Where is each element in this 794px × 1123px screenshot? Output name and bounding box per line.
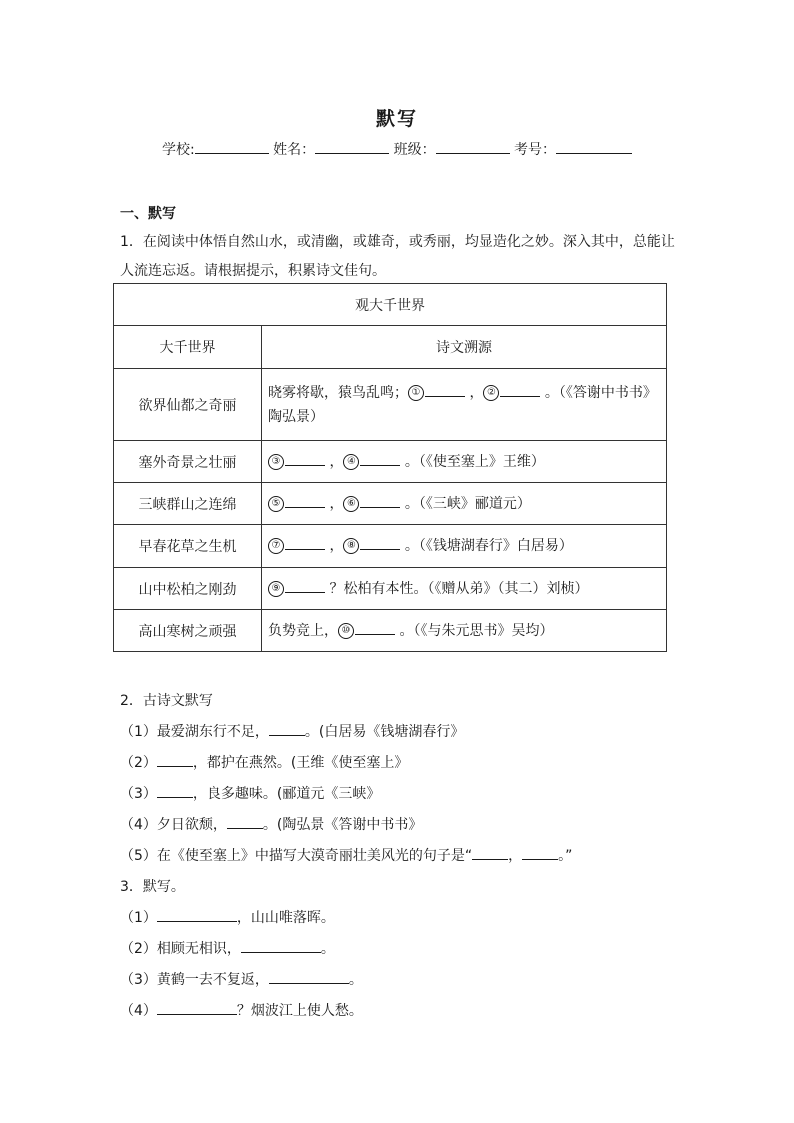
table-row bbox=[114, 568, 667, 610]
blank-number: ⑨ bbox=[268, 581, 284, 597]
question-item: （3）黄鹤一去不复返， 。 bbox=[120, 972, 363, 988]
row-content: ⑨ ？松柏有本性。（《赠从弟》（其二）刘桢） bbox=[262, 568, 667, 610]
class-label: 班级： bbox=[393, 142, 436, 158]
answer-blank[interactable] bbox=[355, 622, 395, 635]
question-item: （3） ，良多趣味。(郦道元《三峡》 bbox=[120, 786, 381, 802]
question-item: （2）相顾无相识， 。 bbox=[120, 941, 335, 957]
answer-blank[interactable] bbox=[157, 1002, 237, 1015]
student-info-row bbox=[0, 139, 794, 159]
page-title: 默写 bbox=[375, 108, 418, 130]
question-item: （1） ，山山唯落晖。 bbox=[120, 910, 335, 926]
answer-blank[interactable] bbox=[157, 754, 193, 767]
exam-number-field[interactable] bbox=[556, 141, 632, 154]
answer-blank[interactable] bbox=[269, 723, 305, 736]
blank-number: ⑥ bbox=[343, 496, 359, 512]
table-row bbox=[114, 369, 667, 441]
name-field[interactable] bbox=[315, 141, 389, 154]
question-item: （5）在《使至塞上》中描写大漠奇丽壮美风光的句子是“ ， 。” bbox=[120, 848, 573, 864]
row-content: 负势竞上， ⑩ 。（《与朱元思书》吴均） bbox=[262, 610, 667, 652]
row-content: ⑤ ， ⑥ 。（《三峡》郦道元） bbox=[262, 483, 667, 525]
blank-number: ④ bbox=[343, 454, 359, 470]
row-content: ③ ， ④ 。（《使至塞上》王维） bbox=[262, 441, 667, 483]
row-label: 塞外奇景之壮丽 bbox=[114, 441, 262, 483]
answer-blank[interactable] bbox=[285, 537, 325, 550]
answer-blank[interactable] bbox=[425, 384, 465, 397]
school-label: 学校: bbox=[161, 142, 195, 158]
table-row bbox=[114, 610, 667, 652]
answer-blank[interactable] bbox=[522, 847, 558, 860]
answer-blank[interactable] bbox=[472, 847, 508, 860]
answer-blank[interactable] bbox=[285, 580, 325, 593]
question-item: （2） ，都护在燕然。(王维《使至塞上》 bbox=[120, 755, 409, 771]
row-label: 早春花草之生机 bbox=[114, 525, 262, 568]
poem-table bbox=[113, 283, 667, 652]
class-field[interactable] bbox=[436, 141, 510, 154]
name-label: 姓名： bbox=[273, 142, 316, 158]
question-item: （4） ？烟波江上使人愁。 bbox=[120, 1003, 363, 1019]
table-row bbox=[114, 525, 667, 568]
row-content: 晓雾将歇，猿鸟乱鸣； ① ， ② 。（《答谢中书书》陶弘景） bbox=[262, 369, 667, 441]
blank-number: ⑦ bbox=[268, 538, 284, 554]
answer-blank[interactable] bbox=[285, 495, 325, 508]
answer-blank[interactable] bbox=[360, 495, 400, 508]
blank-number: ⑤ bbox=[268, 496, 284, 512]
answer-blank[interactable] bbox=[360, 537, 400, 550]
row-label: 山中松柏之刚劲 bbox=[114, 568, 262, 610]
table-caption: 观大千世界 bbox=[114, 284, 667, 326]
blank-number: ⑩ bbox=[338, 623, 354, 639]
exam-number-label: 考号： bbox=[514, 142, 557, 158]
question-item: （1）最爱湖东行不足， 。(白居易《钱塘湖春行》 bbox=[120, 724, 465, 740]
blank-number: ③ bbox=[268, 454, 284, 470]
row-content: ⑦ ， ⑧ 。（《钱塘湖春行》白居易） bbox=[262, 525, 667, 568]
table-row bbox=[114, 441, 667, 483]
row-label: 三峡群山之连绵 bbox=[114, 483, 262, 525]
question-2-heading: 2．古诗文默写 bbox=[120, 693, 213, 709]
answer-blank[interactable] bbox=[269, 971, 349, 984]
row-label: 欲界仙都之奇丽 bbox=[114, 369, 262, 441]
answer-blank[interactable] bbox=[157, 785, 193, 798]
answer-blank[interactable] bbox=[157, 909, 237, 922]
blank-number: ⑧ bbox=[343, 538, 359, 554]
question-3-heading: 3．默写。 bbox=[120, 879, 185, 895]
answer-blank[interactable] bbox=[241, 940, 321, 953]
blank-number: ① bbox=[408, 385, 424, 401]
column-header: 大千世界 bbox=[114, 326, 262, 369]
row-label: 高山寒树之顽强 bbox=[114, 610, 262, 652]
table-caption-row bbox=[114, 284, 667, 326]
answer-blank[interactable] bbox=[500, 384, 540, 397]
answer-blank[interactable] bbox=[227, 816, 263, 829]
blank-number: ② bbox=[483, 385, 499, 401]
table-row bbox=[114, 483, 667, 525]
question-item: （4）夕日欲颓， 。(陶弘景《答谢中书书》 bbox=[120, 817, 423, 833]
question-1-text: 1．在阅读中体悟自然山水，或清幽，或雄奇，或秀丽，均显造化之妙。深入其中，总能让人流连忘返。请根据提示，积累诗文佳句。 bbox=[120, 234, 675, 279]
table-header-row bbox=[114, 326, 667, 369]
section-heading: 一、默写 bbox=[120, 206, 176, 222]
school-field[interactable] bbox=[195, 141, 269, 154]
column-header: 诗文溯源 bbox=[262, 326, 667, 369]
answer-blank[interactable] bbox=[360, 453, 400, 466]
answer-blank[interactable] bbox=[285, 453, 325, 466]
